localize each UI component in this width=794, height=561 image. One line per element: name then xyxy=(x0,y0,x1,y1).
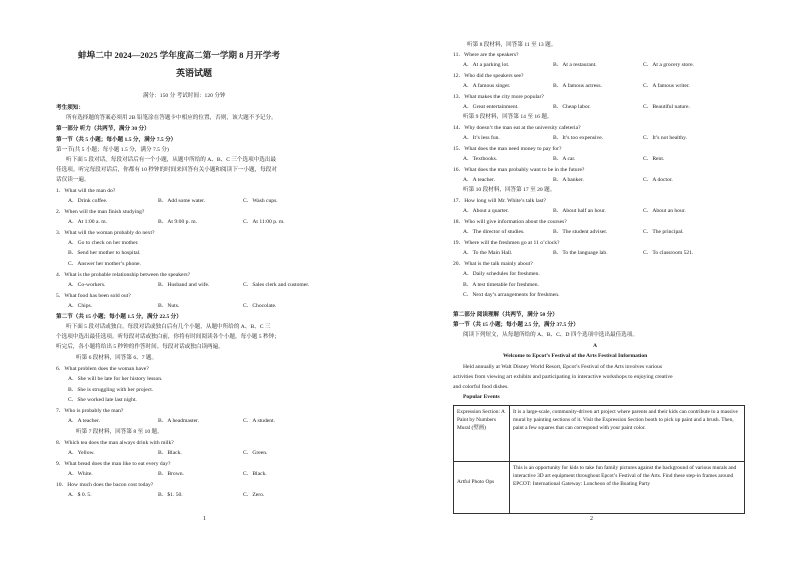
events-table xyxy=(453,405,745,514)
q19-option-c: C．To classroom 521. xyxy=(643,250,694,256)
q11-option-c: C．At a grocery store. xyxy=(643,62,694,68)
q10-option-b: B．$1. 50. xyxy=(158,492,183,498)
q3-option-c: C．Answer her mother’s phone. xyxy=(68,261,141,267)
exam-title: 蚌埠二中 2024—2025 学年度高二第一学期 8 月开学考 xyxy=(78,50,280,60)
question-13: 13．What makes the city more popular? xyxy=(453,94,544,100)
q5-option-a: A．Chips. xyxy=(68,303,93,309)
score-info: 满分：150 分 考试时间：120 分钟 xyxy=(143,93,226,99)
q11-option-a: A．At a parking lot. xyxy=(463,62,510,68)
q2-option-c: C．At 11:00 p. m. xyxy=(243,219,285,225)
q4-option-a: A．Co-workers. xyxy=(68,282,106,288)
section2-heading: 第二节（共 15 小题；每小题 1.5 分，满分 22.5 分） xyxy=(56,314,182,320)
q13-option-b: B．Cheap labor. xyxy=(553,104,591,110)
q2-option-a: A．At 1:00 a. m. xyxy=(68,219,107,225)
instructions-3: 阅读下列短文，从每题所给的 A、B、C、D 四个选项中选出最佳选项。 xyxy=(463,332,638,338)
q18-option-c: C．The principal. xyxy=(643,229,684,235)
material-8: 听第 8 段材料，回答第 11 至 13 题。 xyxy=(467,42,557,48)
question-1: 1．What will the man do? xyxy=(56,188,116,194)
question-14: 14．Why doesn’t the man eat at the university cafeteria? xyxy=(453,125,581,131)
q4-option-b: B．Husband and wife. xyxy=(158,282,210,288)
q7-option-c: C．A student. xyxy=(243,418,276,424)
q12-option-a: A．A famous singer. xyxy=(463,83,511,89)
section3-heading: 第一节（共 15 小题；每小题 2.5 分，满分 37.5 分） xyxy=(453,322,579,328)
instructions-1b: 佳选项。听完每段对话后，你都有 10 秒钟的时间来回答有关小题和阅读下一小题，每段对 xyxy=(56,167,277,173)
question-8: 8．Which tea does the man always drink with milk? xyxy=(56,440,174,446)
q17-option-a: A．About a quarter. xyxy=(463,208,509,214)
q19-option-a: A．To the Main Hall. xyxy=(463,250,513,256)
passage-letter: A xyxy=(593,343,598,349)
q9-option-b: B．Brown. xyxy=(158,471,184,477)
q6-option-c: C．She worked late last night. xyxy=(68,397,137,403)
q4-option-c: C．Sales clerk and customer. xyxy=(243,282,310,288)
event-description: This is an opportunity for kids to take fun family pictures against the background of various murals and interactive 3D art equipment throughout Epcot’s Festival of the Arts. Find these step-in frames around EPCOT: International Gateway: Luncheon of the Boating Party xyxy=(510,462,745,514)
q8-option-b: B．Black. xyxy=(158,450,182,456)
table-row xyxy=(454,462,745,514)
question-17: 17．How long will Mr. White’s talk last? xyxy=(453,198,546,204)
event-description: It is a large-scale, community-driven art project where parents and their kids can contribute to a massive mural by painting sections of it. Visit the Expression Section booth to pick up paint and a brush. Then, paint a few squares that can correspond with your paint color. xyxy=(510,406,745,462)
question-19: 19．Where will the freshmen go at 11 o’clock? xyxy=(453,240,560,246)
q15-option-a: A．Textbooks. xyxy=(463,156,498,162)
q18-option-a: A．The director of studies. xyxy=(463,229,525,235)
question-6: 6．What problem does the woman have? xyxy=(56,366,149,372)
instructions-2a: 听下面 5 段对话或独白。每段对话或独白后有几个小题，从题中所给的 A、B、C 三 xyxy=(66,324,271,330)
q3-option-b: B．Send her mother to hospital. xyxy=(68,250,141,256)
q6-option-a: A．She will be late for her history lesson. xyxy=(68,376,163,382)
q17-option-b: B．About half an hour. xyxy=(553,208,606,214)
q12-option-b: B．A famous actress. xyxy=(553,83,602,89)
q8-option-c: C．Green. xyxy=(243,450,268,456)
notes-text: 所有选择题的答案必须用 2B 铅笔涂在答题卡中相应的位置，否则，该大题不予记分。 xyxy=(66,115,277,121)
q20-option-a: A．Daily schedules for freshmen. xyxy=(463,271,540,277)
passage-para-1a: Held annually at Walt Disney World Resort, Epcot’s Festival of the Arts involves various xyxy=(463,364,662,370)
material-7: 听第 7 段材料，回答第 8 至 10 题。 xyxy=(76,429,163,435)
q16-option-c: C．A doctor. xyxy=(643,177,673,183)
q1-option-a: A．Drink coffee. xyxy=(68,198,108,204)
popular-events-heading: Popular Events xyxy=(463,394,500,400)
q3-option-a: A．Go to check on her mother. xyxy=(68,240,139,246)
q20-option-c: C．Next day’s arrangements for freshmen. xyxy=(463,292,560,298)
part1-heading: 第一部分 听力（共两节，满分 30 分） xyxy=(56,126,150,132)
page-right xyxy=(397,0,794,561)
q12-option-c: C．A famous writer. xyxy=(643,83,690,89)
q14-option-b: B．It’s too expensive. xyxy=(553,135,604,141)
q14-option-c: C．It’s not healthy. xyxy=(643,135,687,141)
question-4: 4．What is the probable relationship between the speakers? xyxy=(56,272,191,278)
q1-option-b: B．Add some water. xyxy=(158,198,206,204)
section1-heading: 第一节（共 5 小题；每小题 1.5 分，满分 7.5 分） xyxy=(56,137,177,143)
q6-option-b: B．She is struggling with her project. xyxy=(68,387,154,393)
notes-heading: 考生须知： xyxy=(56,105,84,111)
q16-option-b: B．A banker. xyxy=(553,177,584,183)
q13-option-a: A．Great entertainment. xyxy=(463,104,519,110)
question-9: 9．What bread does the man like to eat every day? xyxy=(56,461,171,467)
q1-option-c: C．Wash cups. xyxy=(243,198,278,204)
question-11: 11．Where are the speakers? xyxy=(453,52,519,58)
question-16: 16．What does the man probably want to be in the future? xyxy=(453,167,585,173)
q9-option-a: A．White. xyxy=(68,471,93,477)
q15-option-b: B．A car. xyxy=(553,156,576,162)
page-number-left: 1 xyxy=(203,516,206,522)
q16-option-a: A．A teacher. xyxy=(463,177,495,183)
material-10: 听第 10 段材料，回答第 17 至 20 题。 xyxy=(463,187,556,193)
q10-option-a: A．$ 0. 5. xyxy=(68,492,92,498)
instructions-1c: 话仅读一遍。 xyxy=(56,177,90,183)
event-name: Artful Photo Ops xyxy=(454,462,510,514)
q15-option-c: C．Rent. xyxy=(643,156,665,162)
q7-option-b: B．A headmaster. xyxy=(158,418,200,424)
event-name: Expression Section: A Paint by Numbers Mural (壁画) xyxy=(454,406,510,462)
q14-option-a: A．It’s less fun. xyxy=(463,135,500,141)
q13-option-c: C．Beautiful nature. xyxy=(643,104,690,110)
exam-subtitle: 英语试题 xyxy=(176,68,213,78)
q8-option-a: A．Yellow. xyxy=(68,450,95,456)
question-3: 3．What will the woman probably do next? xyxy=(56,230,155,236)
q5-option-c: C．Chocolate. xyxy=(243,303,277,309)
q10-option-c: C．Zero. xyxy=(243,492,265,498)
question-12: 12．Who did the speakers see? xyxy=(453,73,524,79)
instructions-1a: 听下面 5 段对话，每段对话后有一个小题，从题中所给的 A、B、C 三个选项中选出最 xyxy=(66,157,277,163)
passage-para-1b: activities from viewing art exhibits and participating in interactive workshops to enjoying creative xyxy=(453,374,673,380)
instructions-2c: 听完后，各小题将给出 5 秒钟的作答时间。每段对话或独白读两遍。 xyxy=(56,344,224,350)
q19-option-b: B．To the language lab. xyxy=(553,250,608,256)
question-20: 20．What is the talk mainly about? xyxy=(453,261,533,267)
section1-heading-alt: 第一节(共 5 小题；每小题 1.5 分，满分 7.5 分) xyxy=(56,147,169,153)
instructions-2b: 个选项中选出最佳选项。听每段对话或独白前，你将有时间阅读各个小题，每小题 5 秒钟； xyxy=(56,334,280,340)
question-15: 15．What does the man need money to pay for? xyxy=(453,146,562,152)
material-6: 听第 6 段材料，回答第 6、7 题。 xyxy=(76,355,158,361)
q2-option-b: B．At 9:00 p. m. xyxy=(158,219,198,225)
page-number-right: 2 xyxy=(590,516,593,522)
question-18: 18．Who will give information about the courses? xyxy=(453,219,567,225)
passage-title: Welcome to Epcot’s Festival of the Arts Festival Information xyxy=(503,353,648,359)
question-5: 5．What food has been sold out? xyxy=(56,293,131,299)
table-row xyxy=(454,406,745,462)
q18-option-b: B．The student adviser. xyxy=(553,229,608,235)
q5-option-b: B．Nuts. xyxy=(158,303,180,309)
question-10: 10．How much does the bacon cost today? xyxy=(56,482,154,488)
q11-option-b: B．At a restaurant. xyxy=(553,62,597,68)
question-7: 7．Who is probably the man? xyxy=(56,408,124,414)
q17-option-c: C．About an hour. xyxy=(643,208,686,214)
part2-heading: 第二部分 阅读理解（共两节，满分 50 分） xyxy=(453,312,558,318)
passage-para-1c: and colorful food dishes. xyxy=(453,384,509,390)
material-9: 听第 9 段材料，回答第 14 至 16 题。 xyxy=(463,114,553,120)
q20-option-b: B．A test timetable for freshmen. xyxy=(463,282,539,288)
question-2: 2．When will the man finish studying? xyxy=(56,209,145,215)
q7-option-a: A．A teacher. xyxy=(68,418,100,424)
q9-option-c: C．Black. xyxy=(243,471,267,477)
